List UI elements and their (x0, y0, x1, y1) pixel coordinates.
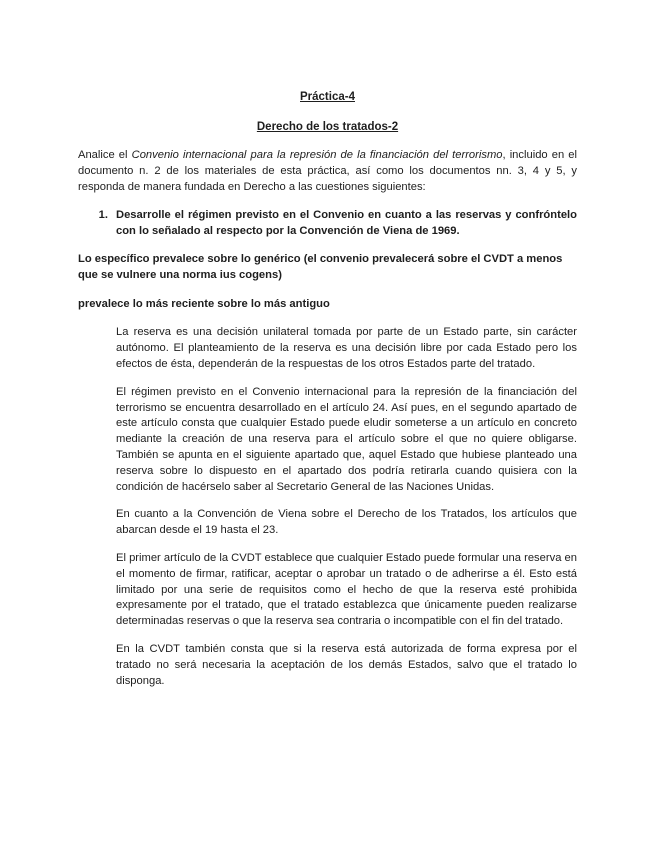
question-1 (78, 208, 577, 240)
answer-paragraph: El primer artículo de la CVDT establece que cualquier Estado puede formular una reserva en el momento de firmar, ratificar, aceptar o aprobar un tratado o de adherirse a él. Esto está limitado por una serie de requisitos como el hecho de que la reserva esté prohibida expresamente por el tratado, que el tratado establezca que únicamente pueden realizarse determinadas reservas o que la reserva sea contraria o incompatible con el fin del tratado. (116, 551, 577, 628)
answer-paragraph: En la CVDT también consta que si la reserva está autorizada de forma expresa por el tratado no será necesaria la aceptación de los demás Estados, salvo que el tratado lo disponga. (116, 642, 577, 687)
note-specific-prevails: Lo específico prevalece sobre lo genérico (el convenio prevalecerá sobre el CVDT a menos que se vulnere una norma ius cogens) (78, 252, 563, 281)
answer-paragraph: La reserva es una decisión unilateral tomada por parte de un Estado parte, sin carácter autónomo. El planteamiento de la reserva es una decisión libre por cada Estado pero los efectos de ésta, dependerán de la respuestas de los otros Estados parte del tratado. (116, 326, 577, 370)
answer-paragraph: El régimen previsto en el Convenio internacional para la represión de la financiación del terrorismo se encuentra desarrollado en el artículo 24. Así pues, en el segundo apartado de este artículo consta que cualquier Estado puede eludir someterse a un artículo en concreto mediante la creación de una reserva para el artículo sobre el que no quiere obligarse. También se apunta en el siguiente apartado que, aquel Estado que hubiese planteado una reserva sobre lo dispuesto en el apartado dos podría retirarla cuando quisiera con la condición de hacérselo saber al Secretario General de las Naciones Unidas. (116, 385, 577, 493)
intro-paragraph (78, 148, 577, 195)
answer-block (116, 325, 577, 689)
question-number: 1. (98, 209, 108, 222)
intro-text-end: , incluido en el documento n. 2 de los materiales de esta práctica, así como los documentos nn. 3, 4 y 5, y responda de manera fundada en Derecho a las cuestiones siguientes: (78, 149, 577, 193)
answer-paragraph: En cuanto a la Convención de Viena sobre el Derecho de los Tratados, los artículos que abarcan desde el 19 hasta el 23. (116, 508, 577, 537)
question-text: Desarrolle el régimen previsto en el Convenio en cuanto a las reservas y confróntelo con lo señalado al respecto por la Convención de Viena de 1969. (116, 209, 577, 238)
document-title: Práctica-4 (300, 91, 355, 103)
intro-convention-name: Convenio internacional para la represión de la financiación del terrorismo (131, 149, 503, 161)
document-subtitle: Derecho de los tratados-2 (256, 121, 399, 133)
intro-text-start: Analice el (78, 149, 132, 161)
note-recent-prevails: prevalece lo más reciente sobre lo más antiguo (78, 297, 330, 310)
